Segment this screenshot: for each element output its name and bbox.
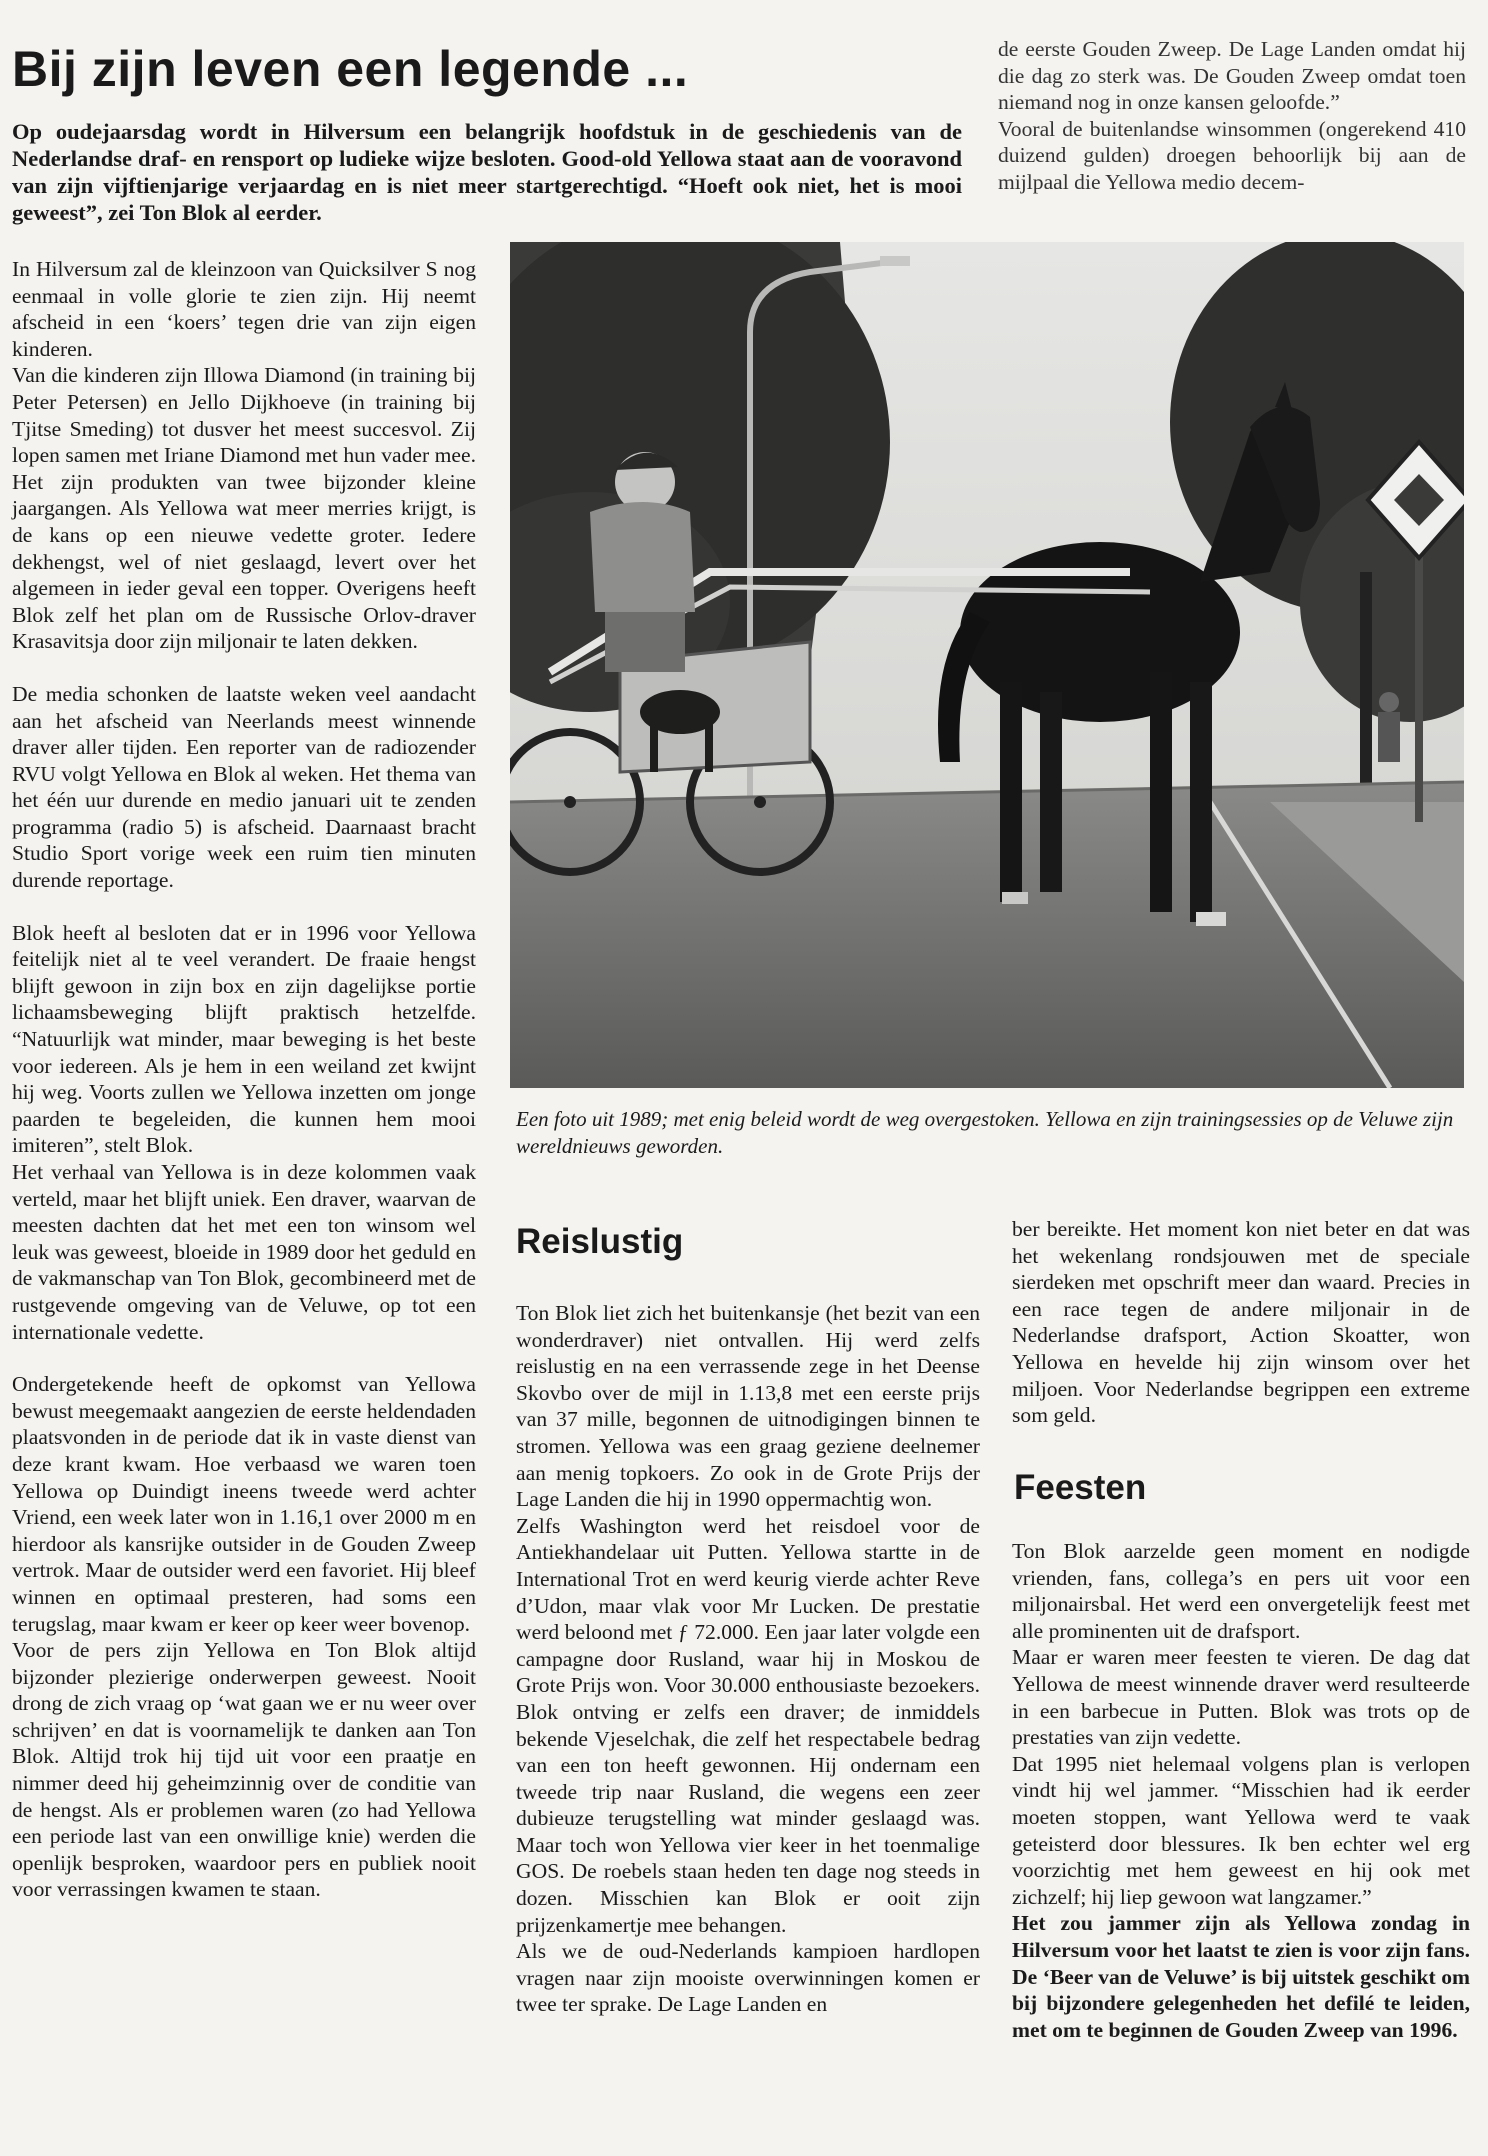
continuation-paragraph: de eerste Gouden Zweep. De Lage Landen omdat hij die dag zo sterk was. De Gouden Zweep omdat toen niemand nog in onze kansen geloofde.”	[998, 37, 1466, 115]
continuation-paragraph: Vooral de buitenlandse winsommen (ongerekend 410 duizend gulden) droegen behoorlijk bij aan de mijlpaal die Yellowa medio decem-	[998, 116, 1466, 194]
article-photo	[510, 242, 1464, 1088]
top-right-continuation	[998, 36, 1466, 196]
body-paragraph: Blok heeft al besloten dat er in 1996 voor Yellowa feitelijk niet al te veel verandert. De fraaie hengst blijft gewoon in zijn box en zijn dagelijkse portie lichaamsbeweging blijft praktisch hetzelfde. “Natuurlijk wat minder, maar beweging is het beste voor iedereen. Als je hem in een weiland zet kwijnt hij weg. Voorts zullen we Yellowa inzetten om jonge paarden te begeleiden, die kunnen hem mooi imiteren”, stelt Blok.	[12, 920, 476, 1158]
body-paragraph: Voor de pers zijn Yellowa en Ton Blok altijd bijzonder plezierige onderwerpen geweest. Nooit drong de zich vraag op ‘wat gaan we er nu weer over schrijven’ en dat is voornamelijk te danken aan Ton Blok. Altijd trok hij tijd uit voor een praatje en nimmer deed hij geheimzinnig over de conditie van de hengst. Als er problemen waren (zo had Yellowa een periode last van een onwillige knie) werden die openlijk besproken, waardoor pers en publiek nooit voor verrassingen kwamen te staan.	[12, 1638, 476, 1902]
body-paragraph: ber bereikte. Het moment kon niet beter en dat was het wekenlang rondsjouwen met de speciale sierdeken met opschrift meer dan waard. Precies in een race tegen de andere miljonair in de Nederlandse drafsport, Action Skoatter, won Yellowa en hevelde hij zijn winsom over het miljoen. Voor Nederlandse begrippen een extreme som geld.	[1012, 1217, 1470, 1428]
article-title: Bij zijn leven een legende ...	[12, 41, 689, 97]
right-column-bottom	[1012, 1538, 1470, 2043]
middle-column	[516, 1300, 980, 2018]
body-paragraph: Ton Blok liet zich het buitenkansje (het bezit van een wonderdraver) niet ontvallen. Hij werd zelfs reislustig en na een verrassende zege in het Deense Skovbo over de mijl in 1.13,8 met een eerste prijs van 37 mille, begonnen de uitnodigingen binnen te stromen. Yellowa was een graag geziene deelnemer aan menig topkoers. Zo ook in de Grote Prijs der Lage Landen die hij in 1990 oppermachtig won.	[516, 1301, 980, 1512]
body-paragraph: Dat 1995 niet helemaal volgens plan is verlopen vindt hij wel jammer. “Misschien had ik eerder moeten stoppen, want Yellowa werd te vaak geteisterd door blessures. Ik ben echter wel erg voorzichtig met hem geweest en hij ook met zichzelf; hij liep gewoon wat langzamer.”	[1012, 1751, 1470, 1909]
body-paragraph: Maar er waren meer feesten te vieren. De dag dat Yellowa de meest winnende draver werd resulteerde in een barbecue in Putten. Blok was trots op de prestaties van zijn vedette.	[1012, 1645, 1470, 1750]
body-paragraph: De media schonken de laatste weken veel aandacht aan het afscheid van Neerlands meest winnende draver aller tijden. Een reporter van de radiozender RVU volgt Yellowa en Blok al weken. Het thema van het één uur durende en medio januari uit te zenden programma (radio 5) is afscheid. Daarnaast bracht Studio Sport vorige week een ruim tien minuten durende reportage.	[12, 681, 476, 893]
closing-paragraph: Het zou jammer zijn als Yellowa zondag in Hilversum voor het laatst te zien is voor zijn fans. De ‘Beer van de Veluwe’ is bij uitstek geschikt om bij bijzondere gelegenheden het defilé te leiden, met om te beginnen de Gouden Zweep van 1996.	[1012, 1911, 1470, 2042]
body-paragraph: Zelfs Washington werd het reisdoel voor de Antiekhandelaar uit Putten. Yellowa startte in de International Trot en werd keurig vierde achter Reve d’Udon, maar vlak voor Mr Lucken. De prestatie werd beloond met ƒ 72.000. Een jaar later volgde een campagne door Rusland, waar hij in Moskou de Grote Prijs won. Voor 30.000 enthousiaste bezoekers. Blok ontving er zelfs een draver; de inmiddels bekende Vjeselchak, die zelf het respectabele bedrag van een ton heeft gewonnen. Hij ondernam een tweede trip naar Rusland, die wegens een zeer dubieuze terugstelling wat minder geslaagd was. Maar toch won Yellowa vier keer in het toenmalige GOS. De roebels staan heden ten dage nog steeds in dozen. Misschien kan Blok er ooit zijn prijzenkamertje mee behangen.	[516, 1513, 980, 1937]
section-heading-feesten: Feesten	[1014, 1468, 1147, 1507]
body-paragraph: Als we de oud-Nederlands kampioen hardlopen vragen naar zijn mooiste overwinningen komen er twee ter sprake. De Lage Landen en	[516, 1939, 980, 2017]
horse-sulky-photo	[510, 242, 1464, 1088]
right-column-top	[1012, 1216, 1470, 1429]
body-paragraph: Ondergetekende heeft de opkomst van Yellowa bewust meegemaakt aangezien de eerste heldendaden plaatsvonden in de periode dat ik in vaste dienst van deze krant kwam. Hoe verbaasd we waren toen Yellowa op Duindigt ineens tweede werd achter Vriend, een week later won in 1.16,1 over 2000 m en hierdoor als kansrijke outsider in de Gouden Zweep vertrok. Maar de outsider werd een favoriet. Hij bleef winnen en optimaal presteren, had soms een terugslag, maar kwam er keer op keer weer bovenop.	[12, 1372, 476, 1636]
body-paragraph: Het verhaal van Yellowa is in deze kolommen vaak verteld, maar het blijft uniek. Een draver, waarvan de meesten dachten dat het met een ton winsom wel leuk was geweest, bloeide in 1989 door het geduld en de vakmanschap van Ton Blok, gecombineerd met de rustgevende omgeving van de Veluwe, op tot een internationale vedette.	[12, 1160, 476, 1344]
body-paragraph: Ton Blok aarzelde geen moment en nodigde vrienden, fans, collega’s en pers uit voor een miljonairsbal. Het werd een onvergetelijk feest met alle prominenten uit de drafsport.	[1012, 1539, 1470, 1643]
article-intro: Op oudejaarsdag wordt in Hilversum een belangrijk hoofdstuk in de geschiedenis van de Nederlandse draf- en rensport op ludieke wijze besloten. Good-old Yellowa staat aan de vooravond van zijn vijftienjarige verjaardag en is niet meer startgerechtigd. “Hoeft ook niet, het is mooi geweest”, zei Ton Blok al eerder.	[12, 119, 962, 225]
left-column	[12, 256, 476, 1903]
section-heading-reislustig: Reislustig	[516, 1222, 684, 1261]
body-paragraph: Van die kinderen zijn Illowa Diamond (in training bij Peter Petersen) en Jello Dijkhoeve (in training bij Tjitse Smeding) tot dusver het meest succesvol. Zij lopen samen met Iriane Diamond met hun vader mee. Het zijn produkten van twee bijzonder kleine jaargangen. Als Yellowa wat meer merries krijgt, is de kans op een nieuwe vedette groter. Iedere dekhengst, wel of niet geslaagd, levert over het algemeen in ieder geval een topper. Overigens heeft Blok zelf het plan om de Russische Orlov-draver Krasavitsja door zijn miljonair te laten dekken.	[12, 363, 476, 654]
body-paragraph: In Hilversum zal de kleinzoon van Quicksilver S nog eenmaal in volle glorie te zien zijn. Hij neemt afscheid in een ‘koers’ tegen drie van zijn eigen kinderen.	[12, 257, 476, 361]
photo-caption: Een foto uit 1989; met enig beleid wordt de weg overgestoken. Yellowa en zijn trainingsessies op de Veluwe zijn wereldnieuws geworden.	[516, 1107, 1454, 1158]
